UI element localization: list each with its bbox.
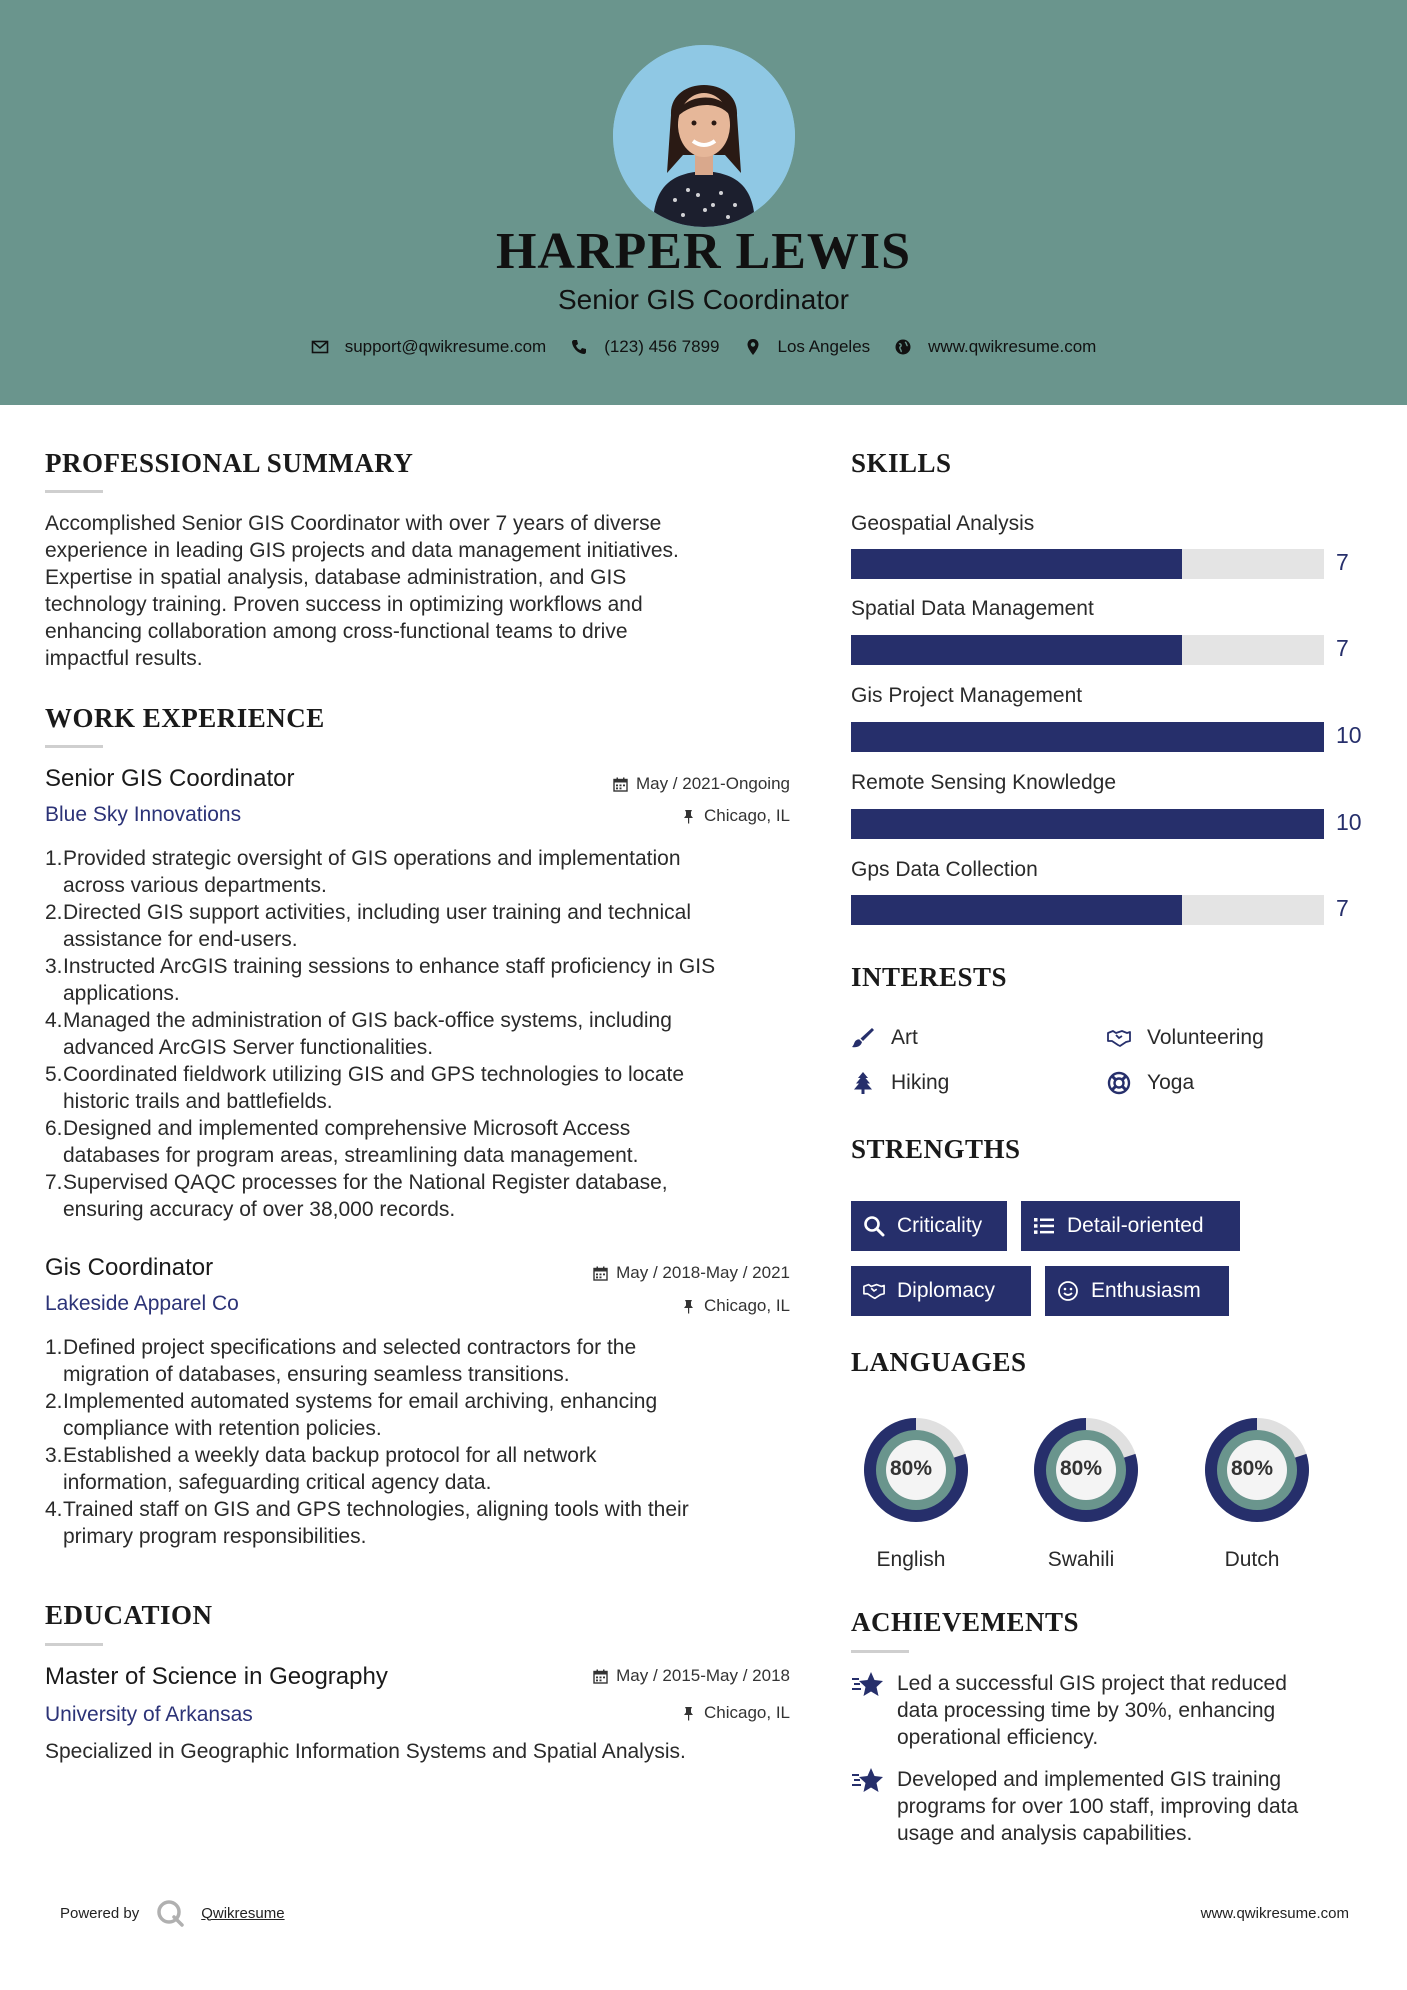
list-item: 5. Coordinated fieldwork utilizing GIS and GPS technologies to locate historic trails and battlefields. [45, 1063, 685, 1113]
list-item: 4. Trained staff on GIS and GPS technologies, aligning tools with their primary program responsibilities. [45, 1498, 689, 1548]
job-dates-text: May / 2021-Ongoing [635, 774, 790, 793]
school-name: University of Arkansas [45, 1703, 253, 1726]
job-location [570, 1296, 790, 1316]
language-name: Dutch [1224, 1548, 1280, 1571]
list-item: 1. Provided strategic oversight of GIS operations and implementation across various departments. [45, 847, 681, 897]
achievements-rule [851, 1650, 909, 1653]
achievement-text: Led a successful GIS project that reduced data processing time by 30%, enhancing operational efficiency. [897, 1672, 1287, 1749]
language-item [851, 1410, 981, 1571]
education-location-text: Chicago, IL [704, 1703, 790, 1722]
job-location-text: Chicago, IL [704, 1296, 790, 1315]
skill-bar [851, 895, 1324, 925]
interest-label: Art [891, 1026, 918, 1049]
job-location [570, 806, 790, 826]
education-location [570, 1703, 790, 1723]
skill-label: Gps Data Collection [851, 858, 1038, 881]
avatar [613, 45, 795, 227]
contact-phone[interactable] [570, 337, 719, 357]
education-rule [45, 1643, 103, 1646]
interest-yoga [1107, 1071, 1194, 1095]
footer-website[interactable]: www.qwikresume.com [1200, 1905, 1349, 1922]
interest-label: Volunteering [1147, 1026, 1264, 1049]
contact-location [744, 337, 871, 357]
strength-tag [851, 1201, 1007, 1251]
star-icon [851, 1670, 885, 1700]
summary-line: Accomplished Senior GIS Coordinator with over 7 years of diverse [45, 512, 662, 535]
language-name: English [876, 1548, 946, 1571]
achievement-item [851, 1766, 1361, 1847]
skill-bar [851, 549, 1324, 579]
achievement-text: Developed and implemented GIS training programs for over 100 staff, improving data usage and analysis capabilities. [897, 1768, 1299, 1845]
list-item: 7. Supervised QAQC processes for the National Register database, ensuring accuracy of over 38,000 records. [45, 1171, 668, 1221]
company-name: Blue Sky Innovations [45, 803, 242, 826]
calendar-icon [593, 1669, 608, 1684]
interest-art [851, 1026, 918, 1050]
summary-rule [45, 490, 103, 493]
list-item: 3. Established a weekly data backup protocol for all network information, safeguarding critical agency data. [45, 1444, 597, 1494]
language-percent: 80% [1230, 1457, 1274, 1480]
skill-label: Geospatial Analysis [851, 512, 1035, 535]
skill-value: 7 [1336, 635, 1349, 661]
education-heading: EDUCATION [45, 1600, 213, 1630]
interest-volunteering [1107, 1026, 1264, 1050]
job-location-text: Chicago, IL [704, 806, 790, 825]
header-banner [0, 0, 1407, 405]
footer-powered-by [60, 1898, 285, 1928]
contact-location-text: Los Angeles [777, 337, 871, 356]
list-item: 1. Defined project specifications and selected contractors for the migration of databases, ensuring seamless transitions. [45, 1336, 637, 1386]
contact-email[interactable] [311, 337, 547, 357]
skill-bar [851, 635, 1324, 665]
skill-value: 10 [1336, 809, 1362, 835]
list-icon [1033, 1215, 1055, 1237]
skill-bar-fill [851, 549, 1182, 579]
skill-value: 7 [1336, 549, 1349, 575]
contact-website[interactable] [894, 337, 1096, 357]
list-item: 2. Implemented automated systems for email archiving, enhancing compliance with retention policies. [45, 1390, 658, 1440]
pushpin-icon [681, 1299, 696, 1314]
envelope-icon [311, 338, 329, 356]
contact-website-text: www.qwikresume.com [928, 337, 1097, 356]
strength-label: Enthusiasm [1091, 1279, 1201, 1302]
skill-value: 10 [1336, 722, 1362, 748]
strength-tag [1021, 1201, 1240, 1251]
contact-email-text: support@qwikresume.com [344, 337, 547, 356]
smile-icon [1057, 1280, 1079, 1302]
interest-label: Yoga [1147, 1071, 1195, 1094]
powered-by-text: Powered by [60, 1904, 140, 1922]
qwikresume-logo-icon [155, 1898, 185, 1928]
language-item [1021, 1410, 1151, 1571]
summary-line: technology training. Proven success in optimizing workflows and [45, 593, 643, 616]
tree-icon [851, 1071, 875, 1095]
candidate-name: HARPER LEWIS [495, 223, 912, 280]
skill-label: Gis Project Management [851, 684, 1083, 707]
list-item: 6. Designed and implemented comprehensive Microsoft Access databases for program areas, streamlining data management. [45, 1117, 639, 1167]
job-title: Senior GIS Coordinator [45, 765, 295, 792]
strength-label: Detail-oriented [1067, 1214, 1204, 1237]
company-name: Lakeside Apparel Co [45, 1292, 239, 1315]
summary-line: enhancing collaboration among cross-functional teams to drive [45, 620, 628, 643]
summary-heading: PROFESSIONAL SUMMARY [45, 448, 414, 478]
job-dates-text: May / 2018-May / 2021 [616, 1263, 790, 1282]
language-name: Swahili [1047, 1548, 1115, 1571]
job-title: Gis Coordinator [45, 1254, 214, 1281]
strengths-heading: STRENGTHS [851, 1134, 1021, 1164]
interest-label: Hiking [891, 1071, 950, 1094]
skill-value: 7 [1336, 895, 1349, 921]
skill-bar-fill [851, 895, 1182, 925]
globe-icon [894, 338, 912, 356]
language-percent: 80% [889, 1457, 933, 1480]
search-icon [863, 1215, 885, 1237]
map-pin-icon [744, 338, 762, 356]
achievement-item [851, 1670, 1361, 1751]
profile-photo [613, 45, 795, 227]
strength-label: Criticality [897, 1214, 983, 1237]
summary-text [45, 510, 785, 672]
list-item: 2. Directed GIS support activities, including user training and technical assistance for end-users. [45, 901, 691, 951]
education-description: Specialized in Geographic Information Systems and Spatial Analysis. [45, 1740, 686, 1763]
strength-tag [851, 1266, 1031, 1316]
calendar-icon [613, 777, 628, 792]
summary-line: impactful results. [45, 647, 203, 670]
star-icon [851, 1766, 885, 1796]
phone-icon [570, 338, 588, 356]
calendar-icon [593, 1266, 608, 1281]
job-duties [45, 1334, 805, 1550]
pushpin-icon [681, 809, 696, 824]
skill-bar [851, 809, 1324, 839]
skill-bar-fill [851, 635, 1182, 665]
job-dates [570, 774, 790, 794]
paintbrush-icon [851, 1026, 875, 1050]
experience-heading: WORK EXPERIENCE [45, 703, 325, 733]
achievements-heading: ACHIEVEMENTS [851, 1607, 1080, 1637]
education-dates [570, 1666, 790, 1686]
strength-tag [1045, 1266, 1229, 1316]
contact-phone-text: (123) 456 7899 [604, 337, 720, 356]
skill-bar-fill [851, 722, 1324, 752]
lifebuoy-icon [1107, 1071, 1131, 1095]
degree-title: Master of Science in Geography [45, 1663, 388, 1690]
handshake-icon [1107, 1026, 1131, 1050]
list-item: 3. Instructed ArcGIS training sessions to enhance staff proficiency in GIS applications. [45, 955, 716, 1005]
job-dates [570, 1263, 790, 1283]
skill-bar-fill [851, 809, 1324, 839]
skill-bar [851, 722, 1324, 752]
summary-line: Expertise in spatial analysis, database administration, and GIS [45, 566, 627, 589]
interests-heading: INTERESTS [851, 962, 1008, 992]
list-item: 4. Managed the administration of GIS back-office systems, including advanced ArcGIS Server functionalities. [45, 1009, 672, 1059]
pushpin-icon [681, 1706, 696, 1721]
summary-line: experience in leading GIS projects and data management initiatives. [45, 539, 679, 562]
candidate-title: Senior GIS Coordinator [557, 284, 850, 315]
language-percent: 80% [1059, 1457, 1103, 1480]
languages-heading: LANGUAGES [851, 1347, 1027, 1377]
skills-heading: SKILLS [851, 448, 952, 478]
language-item [1192, 1410, 1322, 1571]
skill-label: Remote Sensing Knowledge [851, 771, 1117, 794]
handshake-icon [863, 1280, 885, 1302]
strength-label: Diplomacy [897, 1279, 996, 1302]
contact-bar [0, 337, 1407, 357]
brand-link[interactable]: Qwikresume [201, 1904, 285, 1922]
experience-rule [45, 745, 103, 748]
interest-hiking [851, 1071, 949, 1095]
education-dates-text: May / 2015-May / 2018 [616, 1666, 790, 1685]
job-duties [45, 845, 805, 1223]
skill-label: Spatial Data Management [851, 597, 1094, 620]
